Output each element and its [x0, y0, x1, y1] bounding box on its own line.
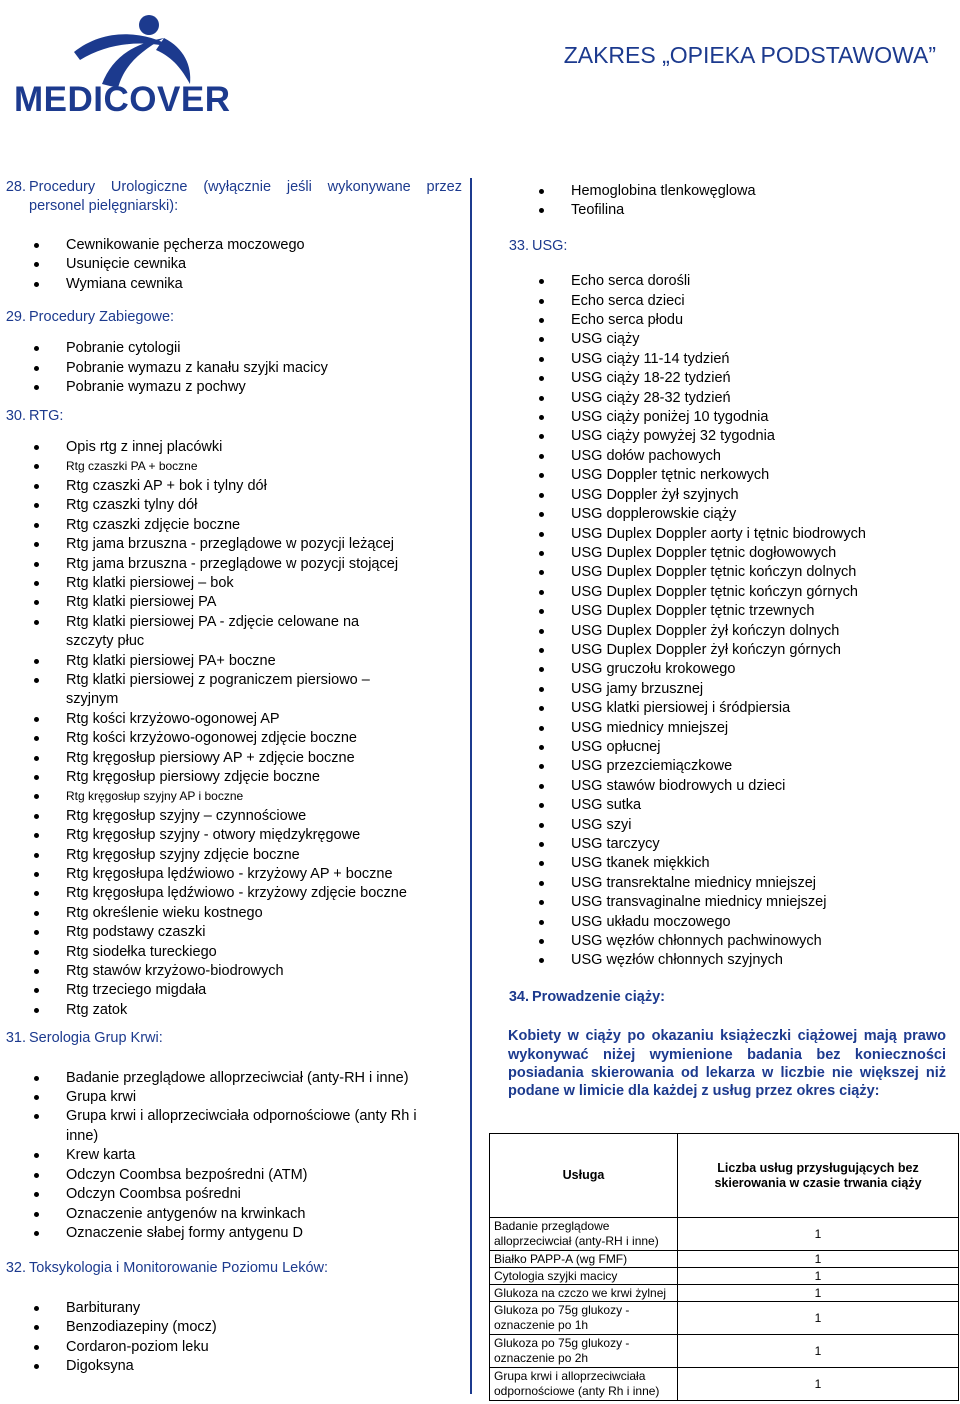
list-item: USG ciąży powyżej 32 tygodnia: [478, 427, 952, 446]
table-header-row: [490, 1134, 959, 1218]
list-item: Pobranie cytologii: [0, 339, 462, 358]
list-item: Odczyn Coombsa bezpośredni (ATM): [0, 1166, 462, 1185]
list-item: Hemoglobina tlenkowęglowa: [478, 182, 952, 201]
list-item: Grupa krwi: [0, 1088, 462, 1107]
list-item: Pobranie wymazu z kanału szyjki macicy: [0, 359, 462, 378]
list-item: USG ciąży 11-14 tydzień: [478, 350, 952, 369]
list-item: Rtg klatki piersiowej – bok: [0, 574, 462, 593]
list-item: Rtg kręgosłup szyjny AP i boczne: [0, 787, 462, 806]
list-item: USG tkanek miękkich: [478, 854, 952, 873]
count-cell: 1: [678, 1268, 959, 1285]
list-item: Rtg czaszki PA + boczne: [0, 457, 462, 476]
list-item: USG Doppler tętnic nerkowych: [478, 466, 952, 485]
table-row: [490, 1368, 959, 1401]
count-cell: 1: [678, 1285, 959, 1302]
section-31-heading: 31. Serologia Grup Krwi:: [5, 1030, 163, 1047]
page-title: ZAKRES „OPIEKA PODSTAWOWA”: [563, 42, 936, 68]
service-cell: Białko PAPP-A (wg FMF): [490, 1251, 678, 1268]
count-cell: 1: [678, 1368, 959, 1401]
list-item: USG tarczycy: [478, 835, 952, 854]
list-item: USG dopplerowskie ciąży: [478, 505, 952, 524]
section-32-continued-list: [478, 182, 952, 221]
list-item: USG transrektalne miednicy mniejszej: [478, 874, 952, 893]
list-item: USG Duplex Doppler tętnic kończyn dolnych: [478, 563, 952, 582]
list-item: USG opłucnej: [478, 738, 952, 757]
list-item: Rtg kręgosłup szyjny - otwory międzykręgowe: [0, 826, 462, 845]
list-item: Badanie przeglądowe alloprzeciwciał (anty-RH i inne): [0, 1069, 462, 1088]
service-cell: Glukoza po 75g glukozy - oznaczenie po 1h: [490, 1302, 678, 1335]
list-item: USG ciąży: [478, 330, 952, 349]
count-cell: 1: [678, 1251, 959, 1268]
list-item: USG sutka: [478, 796, 952, 815]
list-item: USG dołów pachowych: [478, 447, 952, 466]
list-item: Rtg kręgosłupa lędźwiowo - krzyżowy AP + boczne: [0, 865, 462, 884]
list-item: Rtg kości krzyżowo-ogonowej zdjęcie boczne: [0, 729, 462, 748]
list-item: Benzodiazepiny (mocz): [0, 1318, 462, 1337]
list-item: Rtg kości krzyżowo-ogonowej AP: [0, 710, 462, 729]
list-item: Rtg określenie wieku kostnego: [0, 904, 462, 923]
list-item: USG węzłów chłonnych pachwinowych: [478, 932, 952, 951]
list-item: USG Duplex Doppler aorty i tętnic biodrowych: [478, 525, 952, 544]
list-item: USG gruczołu krokowego: [478, 660, 952, 679]
list-item: USG Duplex Doppler tętnic kończyn górnych: [478, 583, 952, 602]
list-item: Pobranie wymazu z pochwy: [0, 378, 462, 397]
table-header-service: Usługa: [490, 1134, 678, 1218]
left-column: [0, 178, 462, 1376]
table-row: [490, 1335, 959, 1368]
service-cell: Glukoza po 75g glukozy - oznaczenie po 2h: [490, 1335, 678, 1368]
list-item: USG transvaginalne miednicy mniejszej: [478, 893, 952, 912]
list-item: Grupa krwi i alloprzeciwciała odpornościowe (anty Rh i inne): [0, 1107, 462, 1146]
list-item: USG stawów biodrowych u dzieci: [478, 777, 952, 796]
section-28-heading: 28. Procedury Urologiczne (wyłącznie jeśli wykonywane przez personel pielęgniarski):: [5, 179, 462, 215]
list-item: USG klatki piersiowej i śródpiersia: [478, 699, 952, 718]
list-item: Rtg kręgosłup piersiowy AP + zdjęcie boczne: [0, 749, 462, 768]
list-item: Rtg klatki piersiowej PA - zdjęcie celowane na szczyty płuc: [0, 613, 462, 652]
table-row: [490, 1302, 959, 1335]
table-row: [490, 1218, 959, 1251]
section-28-list: [0, 236, 462, 294]
logo-wordmark: MEDICOVER: [14, 80, 231, 119]
service-cell: Glukoza na czczo we krwi żylnej: [490, 1285, 678, 1302]
list-item: Rtg stawów krzyżowo-biodrowych: [0, 962, 462, 981]
section-30-list: [0, 438, 462, 1020]
list-item: Rtg czaszki tylny dół: [0, 496, 462, 515]
list-item: USG ciąży 18-22 tydzień: [478, 369, 952, 388]
list-item: USG węzłów chłonnych szyjnych: [478, 951, 952, 970]
table-row: [490, 1251, 959, 1268]
list-item: Echo serca płodu: [478, 311, 952, 330]
list-item: Opis rtg z innej placówki: [0, 438, 462, 457]
list-item: USG Doppler żył szyjnych: [478, 486, 952, 505]
section-32-list: [0, 1299, 462, 1377]
list-item: USG Duplex Doppler tętnic trzewnych: [478, 602, 952, 621]
list-item: Odczyn Coombsa pośredni: [0, 1185, 462, 1204]
section-33-list: [478, 272, 952, 971]
list-item: USG ciąży poniżej 10 tygodnia: [478, 408, 952, 427]
section-29-list: [0, 339, 462, 397]
list-item: Rtg klatki piersiowej z pograniczem piersiowo – szyjnym: [0, 671, 462, 710]
count-cell: 1: [678, 1218, 959, 1251]
table-row: [490, 1268, 959, 1285]
list-item: Barbiturany: [0, 1299, 462, 1318]
section-29-heading: 29. Procedury Zabiegowe:: [5, 309, 175, 326]
list-item: Krew karta: [0, 1146, 462, 1165]
section-32-heading: 32. Toksykologia i Monitorowanie Poziomu Leków:: [5, 1260, 329, 1277]
list-item: USG Duplex Doppler tętnic dogłowowych: [478, 544, 952, 563]
list-item: Rtg trzeciego migdała: [0, 981, 462, 1000]
table-row: [490, 1285, 959, 1302]
list-item: Digoksyna: [0, 1357, 462, 1376]
list-item: Rtg kręgosłup piersiowy zdjęcie boczne: [0, 768, 462, 787]
section-34-heading: 34. Prowadzenie ciąży:: [508, 988, 665, 1005]
list-item: Rtg klatki piersiowej PA+ boczne: [0, 652, 462, 671]
list-item: Rtg czaszki AP + bok i tylny dół: [0, 477, 462, 496]
list-item: USG ciąży 28-32 tydzień: [478, 389, 952, 408]
list-item: Rtg jama brzuszna - przeglądowe w pozycji leżącej: [0, 535, 462, 554]
list-item: Wymiana cewnika: [0, 275, 462, 294]
pregnancy-services-table: [489, 1133, 959, 1401]
list-item: Teofilina: [478, 201, 952, 220]
list-item: Rtg kręgosłup szyjny – czynnościowe: [0, 807, 462, 826]
list-item: Cordaron-poziom leku: [0, 1338, 462, 1357]
list-item: Rtg czaszki zdjęcie boczne: [0, 516, 462, 535]
service-cell: Badanie przeglądowe alloprzeciwciał (anty-RH i inne): [490, 1218, 678, 1251]
list-item: Echo serca dzieci: [478, 292, 952, 311]
list-item: USG miednicy mniejszej: [478, 719, 952, 738]
list-item: Rtg klatki piersiowej PA: [0, 593, 462, 612]
right-column: [478, 182, 952, 1100]
list-item: Rtg kręgosłupa lędźwiowo - krzyżowy zdjęcie boczne: [0, 884, 462, 903]
list-item: Oznaczenie słabej formy antygenu D: [0, 1224, 462, 1243]
list-item: USG jamy brzusznej: [478, 680, 952, 699]
list-item: USG przezciemiączkowe: [478, 757, 952, 776]
list-item: Rtg podstawy czaszki: [0, 923, 462, 942]
list-item: Rtg jama brzuszna - przeglądowe w pozycji stojącej: [0, 555, 462, 574]
list-item: USG szyi: [478, 816, 952, 835]
pregnancy-paragraph: Kobiety w ciąży po okazaniu książeczki ciążowej mają prawo wykonywać niżej wymienione badania bez konieczności posiadania skierowania od lekarza w liczbie nie większej niż podane w limicie dla każdej z usług przez okres ciąży:: [508, 1028, 946, 1100]
list-item: Echo serca dorośli: [478, 272, 952, 291]
list-item: Usunięcie cewnika: [0, 255, 462, 274]
list-item: Oznaczenie antygenów na krwinkach: [0, 1205, 462, 1224]
list-item: Cewnikowanie pęcherza moczowego: [0, 236, 462, 255]
list-item: USG Duplex Doppler żył kończyn dolnych: [478, 622, 952, 641]
list-item: Rtg kręgosłup szyjny zdjęcie boczne: [0, 846, 462, 865]
section-33-heading: 33. USG:: [508, 237, 568, 254]
list-item: USG Duplex Doppler żył kończyn górnych: [478, 641, 952, 660]
count-cell: 1: [678, 1302, 959, 1335]
table-header-count: Liczba usług przysługujących bez skierowania w czasie trwania ciąży: [678, 1134, 959, 1218]
section-31-list: [0, 1069, 462, 1244]
list-item: USG układu moczowego: [478, 913, 952, 932]
service-cell: Grupa krwi i alloprzeciwciała odpornościowe (anty Rh i inne): [490, 1368, 678, 1401]
column-divider: [470, 178, 472, 1394]
section-30-heading: 30. RTG:: [5, 407, 64, 424]
list-item: Rtg zatok: [0, 1001, 462, 1020]
list-item: Rtg siodełka tureckiego: [0, 943, 462, 962]
count-cell: 1: [678, 1335, 959, 1368]
service-cell: Cytologia szyjki macicy: [490, 1268, 678, 1285]
